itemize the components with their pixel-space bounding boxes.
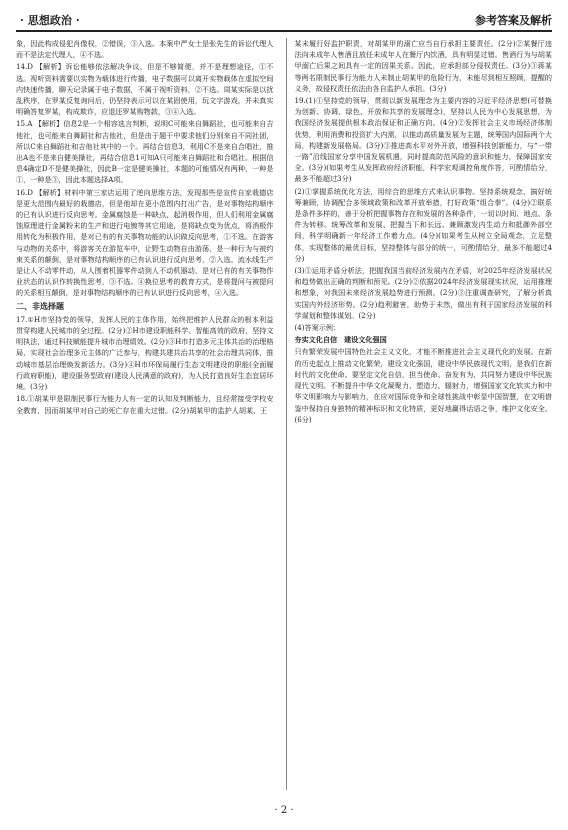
page-header — [16, 10, 552, 32]
header-title: 参考答案及解析 — [475, 14, 552, 27]
page-number: 2 — [280, 805, 288, 816]
answer-paragraph: 象，因此构成侵犯肖像权，②错误，③入选。本案中严女士是张先生的诉讼代理人而不是法定代理人，④不选。 — [16, 39, 274, 60]
answer-paragraph: (4)答案示例： — [294, 323, 341, 333]
answer-paragraph: 19.(1)①坚持党的领导，贯彻以新发展理念为主要内容的习近平经济思想(可替换为创新、协调、绿色、开放和共享的发展理念)，坚持以人民为中心发展思想，为我国经济发展提供根本政治保证和正确方向。(4分)②发挥社会主义市场经济体制优势，利用消费和投资扩大内需，以推动高质量发展为主题，统筹国内国际两个大局，构建新发展格局。(3分)③推进高水平对外开放，增强科技创新能力，与“一带一路”沿线国家分享中国发展机遇，同时提高防范风险的意识和能力，保障国家安全。(3分)(如果考生从发挥政府经济职能，科学宏观调控角度作答，可酌情给分，最多不能超过3分) — [294, 96, 552, 184]
answer-paragraph: 14.D 【解析】诉讼能够依法解决争议，但是不够简便，并不是理想途径，①不选。视听资料需要以实物为载体进行传播，电子数据可以离开实物载体在虚拟空间内快速传播，聊天记录属于电子数据，不属于视听资料，②不选。周某实际是以扰乱秩序，在罗某反复询问后，仍坚持表示可以在某固使用，玩文字游戏，并未真实明确答复罗某，构成欺诈，应退还罗某购物款，③④入选。 — [16, 62, 274, 117]
left-column — [16, 38, 274, 790]
section-title: 二、非选择题 — [16, 300, 64, 311]
answer-paragraph: 15.A 【解析】信息2是一个相容选言判断，说明C可能来自舞蹈社，也可能来自吉他社，也可能来自舞蹈社和吉他社，但是由于题干中要求他们分别来自不同社团，所以C来自舞蹈社和吉他社其中的一个。再结合信息3，利用C不是来自合唱社，推出A也不是来自健美操社，再结合信息1可知A只可能来自舞蹈社和合唱社。根据信息4确定D不是健美操社，因此B一定是健美操社，本题的可能情况有两种，一种是①，一种是③，因此本题选择A项。 — [16, 119, 274, 185]
page-footer: · 2 · — [274, 805, 294, 816]
answer-paragraph: (2)①掌握系统优化方法，用综合的思维方式来认识事物。坚持系统观念，搞好统筹兼顾，协调配合多领域政策和改革开放举措，打好政策“组合拳”。(4分)②联系是条件多样的，善于分析把握事物存在和发展的各种条件，一切以时间、地点、条件为转移。统筹改革和发展、把握当下和长远、兼顾激发内生动力和抵御外部空间，科学明确新一年经济工作着力点。(4分)(如果考生从树立全局观念，立足整体，实现整体的最优目标，坚持整体与部分的统一，可酌情给分，最多不能超过4分) — [294, 186, 552, 263]
page-body — [16, 38, 552, 790]
subject-label: · 思想政治 · — [16, 12, 84, 28]
answer-paragraph: 18.①胡某甲是限制民事行为能力人有一定的认知及判断能力，且经常接受学校安全教育，因而胡某甲对自己的死亡存在重大过错。(2分)胡某甲的监护人胡某、王 — [16, 394, 274, 415]
right-column — [286, 38, 553, 790]
answer-paragraph: 16.D 【解析】材料中第三家店运用了逆向思维方法，发现那些是宣传自家栽德店是更大范围内最好的栽德店，但是他却在更小范围内打出广告，是对事物结构顺序的已有认识进行反向思考。金属腐蚀是一种缺点，起消极作用，但人们利用金属腐蚀原理进行金属粉末的生产和进行电镀等其它用途，是将缺点变为优点，将消极作用转化为积极作用，是对已有的有关事物功能的认识做反向思考，①不选。在游客与动物的关系中，将游客关在游览车中，让野生动物自由游荡，是一种行为与被约束关系的颠倒，是对事物结构顺序的已有认识进行反向思考，②入选。流水线生产是让人不动零件动，从人围着机器零件动到人不动机器动，是对已有的有关事物作业状态的认识作转换性思考，③不选。④换位思考的教育方式，是将提问与被提问的关系相互颠倒，是对事物结构顺序的已有认识进行反向思考，④入选。 — [16, 187, 274, 298]
essay-heading: 夯实文化自信 建设文化强国 — [294, 335, 387, 345]
answer-paragraph: 某未履行好监护职责，对胡某甲的溺亡应当自行承担主要责任。(2分)②某餐厅违法向未成年人售酒且放任未成年人在餐厅内饮酒，具有明显过错。售酒行为与胡某甲溺亡后果之间具有一定的因果关系。因此，应承担部分侵权责任。(3分)③蒋某等两名限制民事行为能力人未制止胡某甲的危险行为，未能尽到相互照顾，提醒的义务，故侵权责任依法由各自监护人承担。(3分) — [294, 39, 552, 93]
answer-paragraph: 17.①H市坚持党的领导，发挥人民的主体作用，始终把维护人民群众的根本利益贯穿构建人民城市的全过程。(2分)②H市建设职能科学、智能高效的政府，坚持文明执法，通过科技赋能提升城市治理绩效。(2分)③H市打造多元主体共治的治理格局，实现社会治理多元主体的广泛参与，构建共建共治共享的社会治理共同体，推动城市基层治理焕发新活力。(3分)④H市环保局履行生态文明建设的职能(全面履行政府职能)，建设服务型政府(建设人民满意的政府)，为人民打造良好生态宜居环境。(3分) — [16, 314, 274, 392]
answer-paragraph: (3)①运用矛盾分析法，把握我国当前经济发展内在矛盾，对2025年经济发展状况和趋势做出正确的判断和预见。(2分)②依据2024年经济发展现实状况，运用推理和想象，对我国未来经济发展趋势进行预测。(2分)③注重调查研究，了解分析真实国内外经济形势。(2分)趋利避害，助势于未然，做出有利于国家经济发展的科学谋划和整体谋划。(2分) — [294, 266, 552, 320]
answer-paragraph: 只有繁荣发展中国特色社会主义文化，才能不断推进社会主义现代化的发展。在新的历史起点上推动文化繁荣，建设文化强国，建设中华民族现代文明，是我们在新时代的文化使命。要坚定文化自信，担当使命、奋发有为，共同努力建设中华民族现代文明。不断提升中华文化凝聚力、塑造力、辐射力，增强国家文化软实力和中华文明影响力与影响力，在应对国际竞争和全球性挑战中彰显中国智慧，在文明借鉴中保持自身独特的精神标识和文化特质，更好地赢得话语之争，维护文化安全。(6分) — [294, 347, 552, 424]
